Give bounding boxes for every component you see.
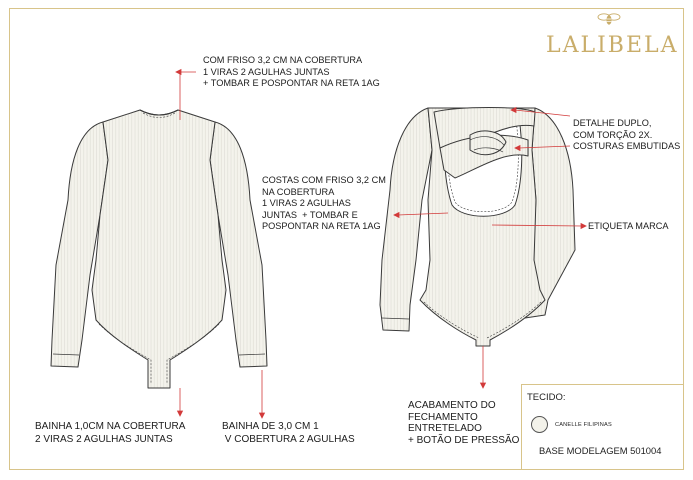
base-model-label: BASE MODELAGEM 501004: [539, 445, 662, 456]
brand-name: LALIBELA: [546, 33, 679, 58]
fabric-swatch: [531, 416, 548, 433]
back-bodysuit: [380, 108, 575, 347]
front-bodysuit: [51, 110, 267, 388]
front-torso: [92, 110, 226, 388]
neckline-note: COM FRISO 3,2 CM NA COBERTURA 1 VIRAS 2 AGULHAS JUNTAS + TOMBAR E POSPONTAR NA RETA 1AG: [203, 55, 380, 89]
back-strap-note: COSTAS COM FRISO 3,2 CM NA COBERTURA 1 VIRAS 2 AGULHAS JUNTAS + TOMBAR E POSPONTAR NA RETA 1AG: [262, 175, 386, 232]
leg-hem-note: BAINHA 1,0CM NA COBERTURA 2 VIRAS 2 AGULHAS JUNTAS: [35, 421, 186, 445]
double-detail-note: DETALHE DUPLO, COM TORÇÃO 2X. COSTURAS EMBUTIDAS: [573, 118, 681, 152]
closure-note: ACABAMENTO DO FECHAMENTO ENTRETELADO + BOTÃO DE PRESSÃO: [408, 400, 520, 447]
sleeve-hem-note: BAINHA DE 3,0 CM 1 V COBERTURA 2 AGULHAS: [222, 421, 355, 445]
fabric-box: [521, 384, 684, 470]
label-tag-note: ETIQUETA MARCA: [588, 221, 669, 231]
fabric-title: TECIDO:: [527, 392, 566, 403]
fabric-name: CANELLE FILIPINAS: [555, 422, 612, 428]
